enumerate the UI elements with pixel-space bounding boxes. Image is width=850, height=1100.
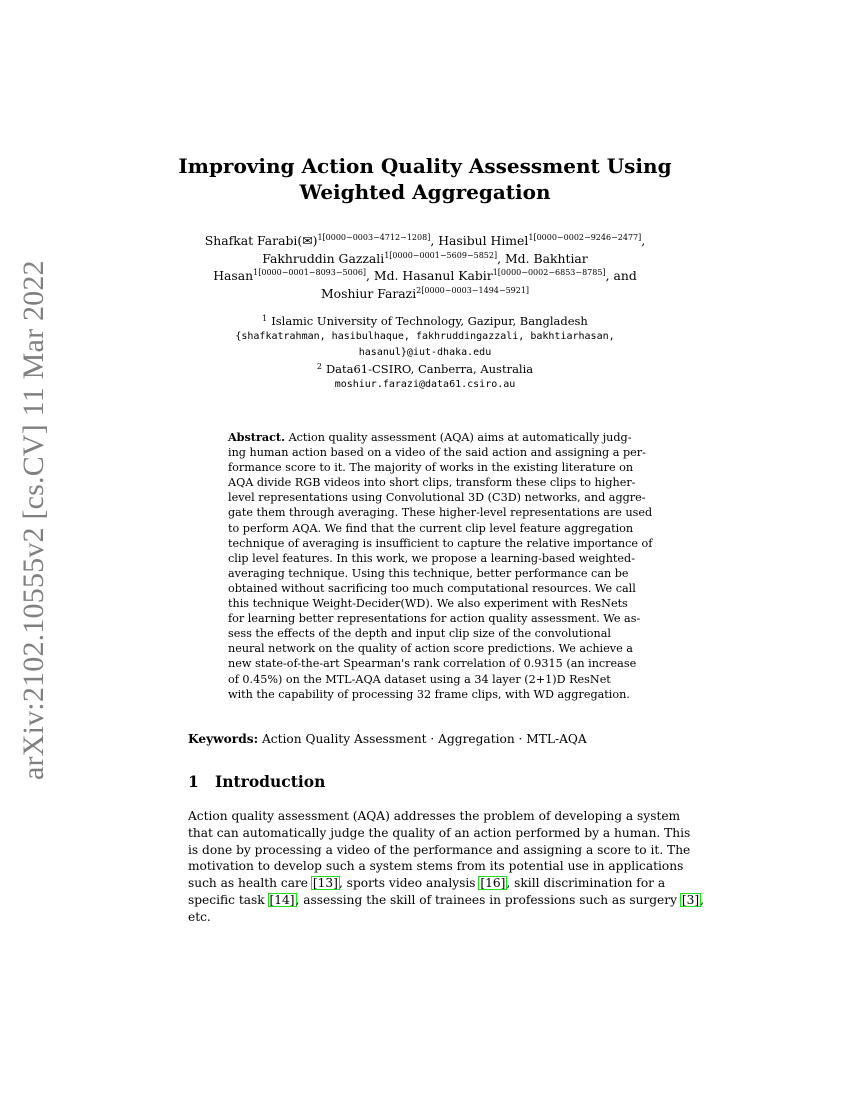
author-name: , Hasibul Himel	[430, 233, 529, 248]
author-name: Shafkat Farabi(✉)	[204, 233, 318, 248]
body-line: is done by processing a video of the performance and assigning a score to it. The	[188, 842, 691, 857]
citation-link-13[interactable]: [13]	[312, 876, 338, 891]
paper-title	[150, 153, 700, 205]
author-name: , Md. Bakhtiar	[497, 250, 588, 266]
author-separator: ,	[641, 233, 646, 248]
keywords-label: Keywords:	[188, 732, 259, 746]
introduction-paragraph	[188, 808, 705, 926]
abstract-line: level representations using Convolutional 3D (C3D) networks, and aggre-	[228, 491, 646, 505]
affiliations	[180, 313, 670, 393]
body-line: Action quality assessment (AQA) addresses the problem of developing a system	[188, 809, 681, 823]
abstract-label: Abstract.	[228, 430, 285, 444]
abstract-line	[228, 430, 632, 445]
affiliation-name: Data61-CSIRO, Canberra, Australia	[325, 362, 534, 376]
author-name: , Md. Hasanul Kabir	[366, 268, 493, 283]
author-line-4	[180, 285, 670, 303]
keywords	[188, 731, 587, 747]
author-list	[180, 232, 670, 302]
title-line-2: Weighted Aggregation	[299, 180, 551, 204]
affiliation-2-email: moshiur.farazi@data61.csiro.au	[334, 379, 516, 390]
orcid-id: 1[0000−0001−5609−5852]	[384, 250, 498, 260]
abstract	[228, 430, 653, 702]
section-number: 1	[188, 772, 199, 791]
citation-link-16[interactable]: [16]	[480, 876, 506, 891]
title-line-1: Improving Action Quality Assessment Using	[178, 154, 672, 178]
author-line-3	[180, 267, 670, 285]
author-separator: , and	[605, 268, 637, 283]
section-heading	[188, 772, 325, 792]
abstract-line: this technique Weight-Decider(WD). We also experiment with ResNets	[228, 597, 628, 611]
abstract-line: sess the effects of the depth and input clip size of the convolutional	[228, 627, 611, 641]
body-line: etc.	[188, 909, 211, 924]
body-text-run: specific task	[188, 892, 269, 907]
abstract-line: formance score to it. The majority of works in the existing literature on	[228, 461, 634, 475]
body-text-run: such as health care	[188, 876, 312, 891]
body-text-run: ,	[700, 892, 705, 907]
citation-link-3[interactable]: [3]	[681, 892, 700, 907]
orcid-id: 1[0000−0002−6853−8785]	[492, 268, 606, 277]
abstract-line: gate them through averaging. These higher-level representations are used	[228, 506, 653, 520]
body-line	[188, 892, 705, 909]
body-text-run: , sports video analysis	[338, 876, 480, 891]
abstract-line: neural network on the quality of action score predictions. We achieve a	[228, 642, 633, 656]
abstract-line: of 0.45%) on the MTL-AQA dataset using a 34 layer (2+1)D ResNet	[228, 672, 611, 686]
abstract-text: Action quality assessment (AQA) aims at automatically judg-	[288, 431, 632, 444]
abstract-line: new state-of-the-art Spearman's rank correlation of 0.9315 (an increase	[228, 657, 637, 671]
affiliation-1-emails: {shafkatrahman, hasibulhaque, fakhruddingazzali, bakhtiarhasan,	[235, 331, 615, 342]
affiliation-1	[180, 313, 670, 329]
affiliation-2	[180, 361, 670, 377]
author-line-2	[180, 250, 670, 268]
citation-link-14[interactable]: [14]	[269, 892, 295, 907]
abstract-line: obtained without sacrificing too much computational resources. We call	[228, 581, 636, 595]
orcid-id: 2[0000−0003−1494−5921]	[416, 285, 530, 295]
orcid-id: 1[0000−0001−8093−5006]	[253, 268, 367, 277]
keywords-text: Action Quality Assessment · Aggregation · MTL-AQA	[261, 732, 587, 746]
body-line: that can automatically judge the quality of an action performed by a human. This	[188, 825, 691, 840]
affiliation-1-emails-cont: hasanul}@iut-dhaka.edu	[358, 347, 492, 358]
abstract-line: AQA divide RGB videos into short clips, transform these clips to higher-	[228, 476, 636, 490]
author-line-1	[180, 232, 670, 250]
abstract-line: averaging technique. Using this technique, better performance can be	[228, 566, 629, 580]
arxiv-identifier-stamp: arXiv:2102.10555v2 [cs.CV] 11 Mar 2022	[17, 260, 50, 780]
body-line: motivation to develop such a system stems from its potential use in applications	[188, 859, 684, 874]
body-text-run: , skill discrimination for a	[506, 876, 666, 891]
affiliation-name: Islamic University of Technology, Gazipur, Bangladesh	[271, 314, 588, 328]
orcid-id: 1[0000−0003−4712−1208]	[317, 233, 431, 242]
body-line	[188, 875, 668, 892]
author-name: Moshiur Farazi	[320, 285, 417, 301]
abstract-line: technique of averaging is insufficient to capture the relative importance of	[228, 536, 653, 550]
affiliation-mark: 2	[316, 362, 322, 371]
orcid-id: 1[0000−0002−9246−2477]	[528, 233, 642, 242]
abstract-line: to perform AQA. We find that the current clip level feature aggregation	[228, 521, 634, 535]
abstract-line: ing human action based on a video of the said action and assigning a per-	[228, 446, 646, 460]
affiliation-mark: 1	[262, 314, 268, 323]
abstract-line: with the capability of processing 32 frame clips, with WD aggregation.	[228, 687, 630, 701]
body-text-run: , assessing the skill of trainees in professions such as surgery	[295, 892, 681, 907]
author-name: Hasan	[213, 268, 254, 283]
abstract-line: for learning better representations for action quality assessment. We as-	[228, 612, 641, 626]
author-name: Fakhruddin Gazzali	[262, 250, 385, 266]
section-title: Introduction	[215, 772, 326, 791]
abstract-line: clip level features. In this work, we propose a learning-based weighted-	[228, 551, 635, 565]
